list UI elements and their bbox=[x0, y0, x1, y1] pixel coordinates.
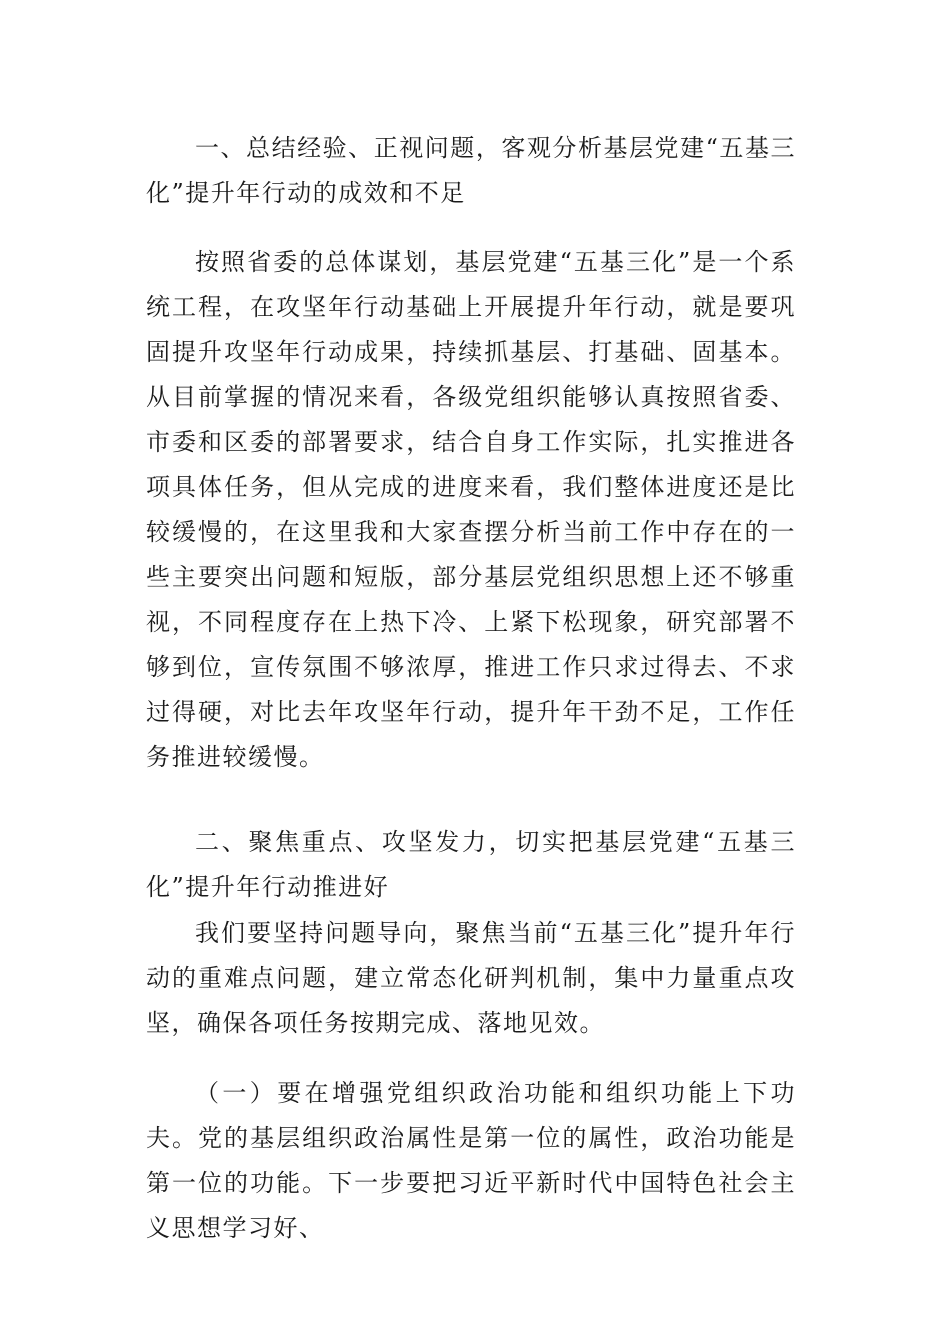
section-heading-2: 二、聚焦重点、攻坚发力，切实把基层党建“五基三化”提升年行动推进好 bbox=[146, 828, 796, 901]
body-paragraph-2: 我们要坚持问题导向，聚焦当前“五基三化”提升年行动的重难点问题，建立常态化研判机制，集中力量重点攻坚，确保各项任务按期完成、落地见效。 bbox=[146, 919, 796, 1037]
body-paragraph-1: 按照省委的总体谋划，基层党建“五基三化”是一个系统工程，在攻坚年行动基础上开展提升年行动，就是要巩固提升攻坚年行动成果，持续抓基层、打基础、固基本。从目前掌握的情况来看，各级党组织能够认真按照省委、市委和区委的部署要求，结合自身工作实际，扎实推进各项具体任务，但从完成的进度来看，我们整体进度还是比较缓慢的，在这里我和大家查摆分析当前工作中存在的一些主要突出问题和短版，部分基层党组织思想上还不够重视，不同程度存在上热下冷、上紧下松现象，研究部署不够到位，宣传氛围不够浓厚，推进工作只求过得去、不求过得硬，对比去年攻坚年行动，提升年干劲不足，工作任务推进较缓慢。 bbox=[146, 248, 796, 771]
body-paragraph-3: （一）要在增强党组织政治功能和组织功能上下功夫。党的基层组织政治属性是第一位的属性，政治功能是第一位的功能。下一步要把习近平新时代中国特色社会主义思想学习好、 bbox=[146, 1079, 796, 1242]
section-heading-1: 一、总结经验、正视问题，客观分析基层党建“五基三化”提升年行动的成效和不足 bbox=[146, 134, 796, 207]
